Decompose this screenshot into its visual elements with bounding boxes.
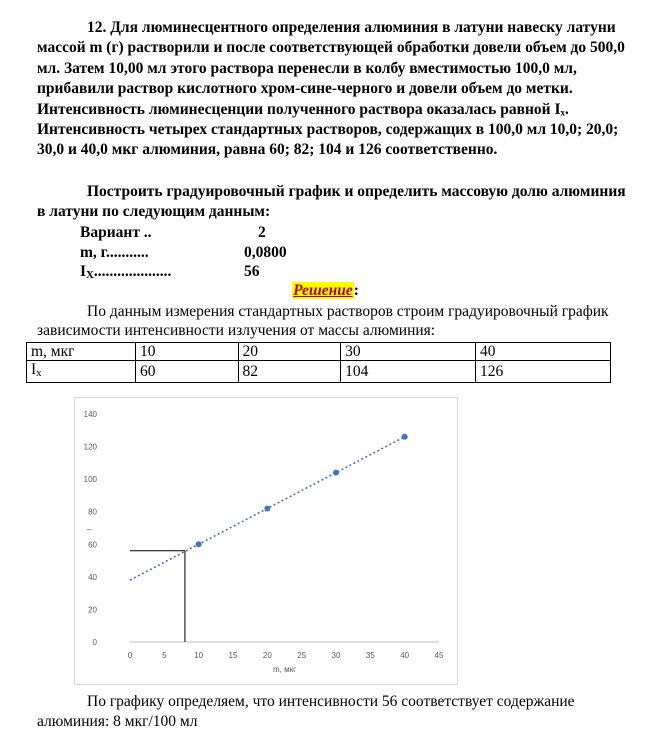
y-tick-label: 100 bbox=[83, 475, 97, 485]
variant-value: 2 bbox=[258, 224, 266, 241]
x-axis-label: m, мкг bbox=[272, 665, 297, 674]
y-tick-label: 0 bbox=[92, 638, 97, 647]
x-tick-label: 30 bbox=[331, 651, 341, 660]
table-row-mass bbox=[27, 343, 611, 361]
x-tick-label: 45 bbox=[434, 651, 444, 660]
solution-colon: : bbox=[353, 282, 359, 299]
x-tick-label: 0 bbox=[127, 651, 133, 660]
data-point bbox=[264, 505, 270, 511]
y-tick-label: 80 bbox=[88, 507, 97, 517]
x-tick-label: 15 bbox=[228, 651, 238, 660]
y-axis-label: – bbox=[86, 524, 92, 534]
problem-paragraph-2: Построить градуировочный график и определить массовую долю алюминия в латуни по следующим данным: bbox=[37, 183, 626, 221]
ix-subscript: x bbox=[36, 367, 42, 379]
table-row-intensity bbox=[27, 361, 611, 383]
data-point bbox=[402, 434, 408, 440]
chart-svg bbox=[75, 398, 457, 684]
solution-conclusion: По графику определяем, что интенсивности 56 соответствует содержание алюминия: 8 мкг/100 мл bbox=[37, 693, 575, 730]
y-tick-label: 120 bbox=[83, 442, 97, 452]
ix-letter: I bbox=[31, 361, 37, 378]
x-tick-label: 25 bbox=[297, 651, 307, 660]
table-cell: 20 bbox=[238, 343, 341, 361]
data-point bbox=[333, 470, 339, 476]
x-tick-label: 20 bbox=[262, 651, 272, 660]
table-cell: 10 bbox=[136, 343, 239, 361]
y-tick-label: 140 bbox=[83, 410, 97, 419]
y-tick-label: 20 bbox=[88, 605, 97, 615]
table-cell: 40 bbox=[476, 343, 611, 361]
x-tick-label: 10 bbox=[194, 651, 204, 660]
solution-word: Решение bbox=[293, 282, 353, 299]
table-cell: 82 bbox=[238, 361, 341, 383]
mass-value: 0,0800 bbox=[244, 244, 287, 261]
data-point bbox=[196, 541, 202, 547]
data-table bbox=[26, 342, 611, 383]
solution-heading bbox=[0, 282, 651, 300]
table-row-label bbox=[27, 361, 136, 383]
guide-lines bbox=[130, 551, 185, 642]
ix-subscript: X bbox=[86, 269, 94, 281]
x-tick-label: 35 bbox=[365, 651, 375, 660]
calibration-chart bbox=[74, 397, 458, 685]
ix-dots: .................... bbox=[93, 263, 172, 280]
table-row-label: m, мкг bbox=[27, 343, 136, 361]
table-cell: 126 bbox=[476, 361, 611, 383]
ix-letter: I bbox=[80, 263, 87, 280]
y-tick-label: 60 bbox=[88, 540, 97, 550]
table-cell: 104 bbox=[341, 361, 476, 383]
x-tick-label: 40 bbox=[400, 651, 410, 660]
problem-paragraph-1: 12. Для люминесцентного определения алюминия в латуни навеску латуни массой m (г) растворили и после соответствующей обработки довели объем до 500,0 мл. Затем 10,00 мл этого раствора перенесли в колбу вместимостью 100,0 мл, прибавили раствор кислотного хром-сине-черного и довели объем до метки. Интенсивность люминесценции полученного раствора оказалась равной Iₓ. Интенсивность четырех стандартных растворов, содержащих в 100,0 мл 10,0; 20,0; 30,0 и 40,0 мкг алюминия, равна 60; 82; 104 и 126 соответственно. bbox=[37, 19, 625, 159]
solution-intro: По данным измерения стандартных растворов строим градуировочный график зависимости интенсивности излучения от массы алюминия: bbox=[37, 303, 609, 339]
x-tick-label: 5 bbox=[162, 651, 167, 660]
ix-label bbox=[80, 263, 171, 284]
mass-label: m, г........... bbox=[80, 244, 149, 261]
table-cell: 30 bbox=[341, 343, 476, 361]
x-axis-ticks bbox=[128, 651, 444, 660]
ix-value: 56 bbox=[244, 263, 260, 280]
variant-label: Вариант .. bbox=[80, 224, 152, 241]
table-cell: 60 bbox=[136, 361, 239, 383]
y-tick-label: 40 bbox=[88, 572, 97, 582]
